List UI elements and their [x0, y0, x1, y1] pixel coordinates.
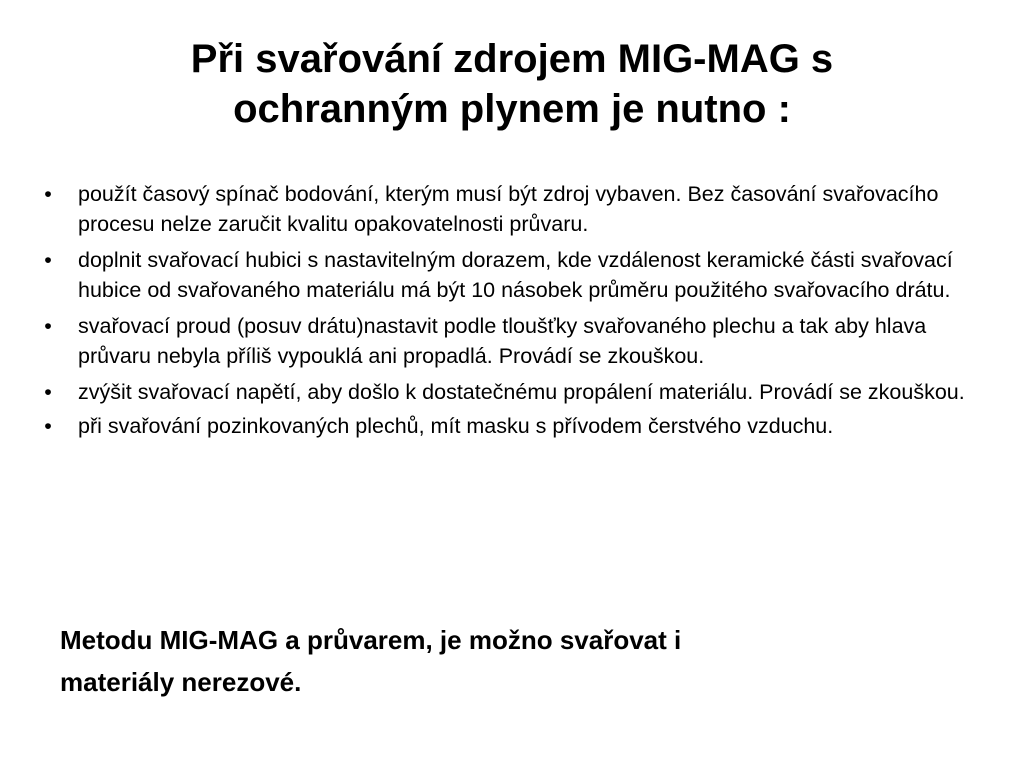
bullet-text: zvýšit svařovací napětí, aby došlo k dostatečnému propálení materiálu. Provádí se zkouškou. — [78, 380, 965, 404]
bullet-icon: • — [44, 380, 52, 404]
bullet-icon: • — [44, 182, 52, 206]
closing-note — [60, 619, 960, 703]
bullet-item — [38, 409, 988, 443]
slide-title — [60, 34, 964, 134]
bullet-text: doplnit svařovací hubici s nastavitelným dorazem, kde vzdálenost keramické části svařovací hubice od svařovaného materiálu má být 10 násobek průměru použitého svařovacího drátu. — [78, 248, 953, 302]
closing-note-line-1: Metodu MIG-MAG a průvarem, je možno svařovat i — [60, 625, 682, 655]
bullet-item — [38, 245, 988, 305]
bullet-icon: • — [44, 414, 52, 438]
bullet-item — [38, 311, 988, 371]
bullet-text: použít časový spínač bodování, kterým musí být zdroj vybaven. Bez časování svařovacího procesu nelze zaručit kvalitu opakovatelnosti průvaru. — [78, 182, 939, 236]
bullet-icon: • — [44, 314, 52, 338]
bullet-item — [38, 179, 988, 239]
bullet-icon: • — [44, 248, 52, 272]
bullet-text: při svařování pozinkovaných plechů, mít masku s přívodem čerstvého vzduchu. — [78, 414, 834, 438]
bullet-list — [38, 179, 988, 449]
slide-title-line-1: Při svařování zdrojem MIG-MAG s — [190, 37, 834, 81]
slide-title-line-2: ochranným plynem je nutno : — [233, 87, 791, 131]
closing-note-line-2: materiály nerezové. — [60, 667, 302, 697]
bullet-text: svařovací proud (posuv drátu)nastavit podle tloušťky svařovaného plechu a tak aby hlava průvaru nebyla příliš vypouklá ani propadlá. Provádí se zkouškou. — [78, 314, 927, 368]
bullet-item — [38, 377, 988, 407]
